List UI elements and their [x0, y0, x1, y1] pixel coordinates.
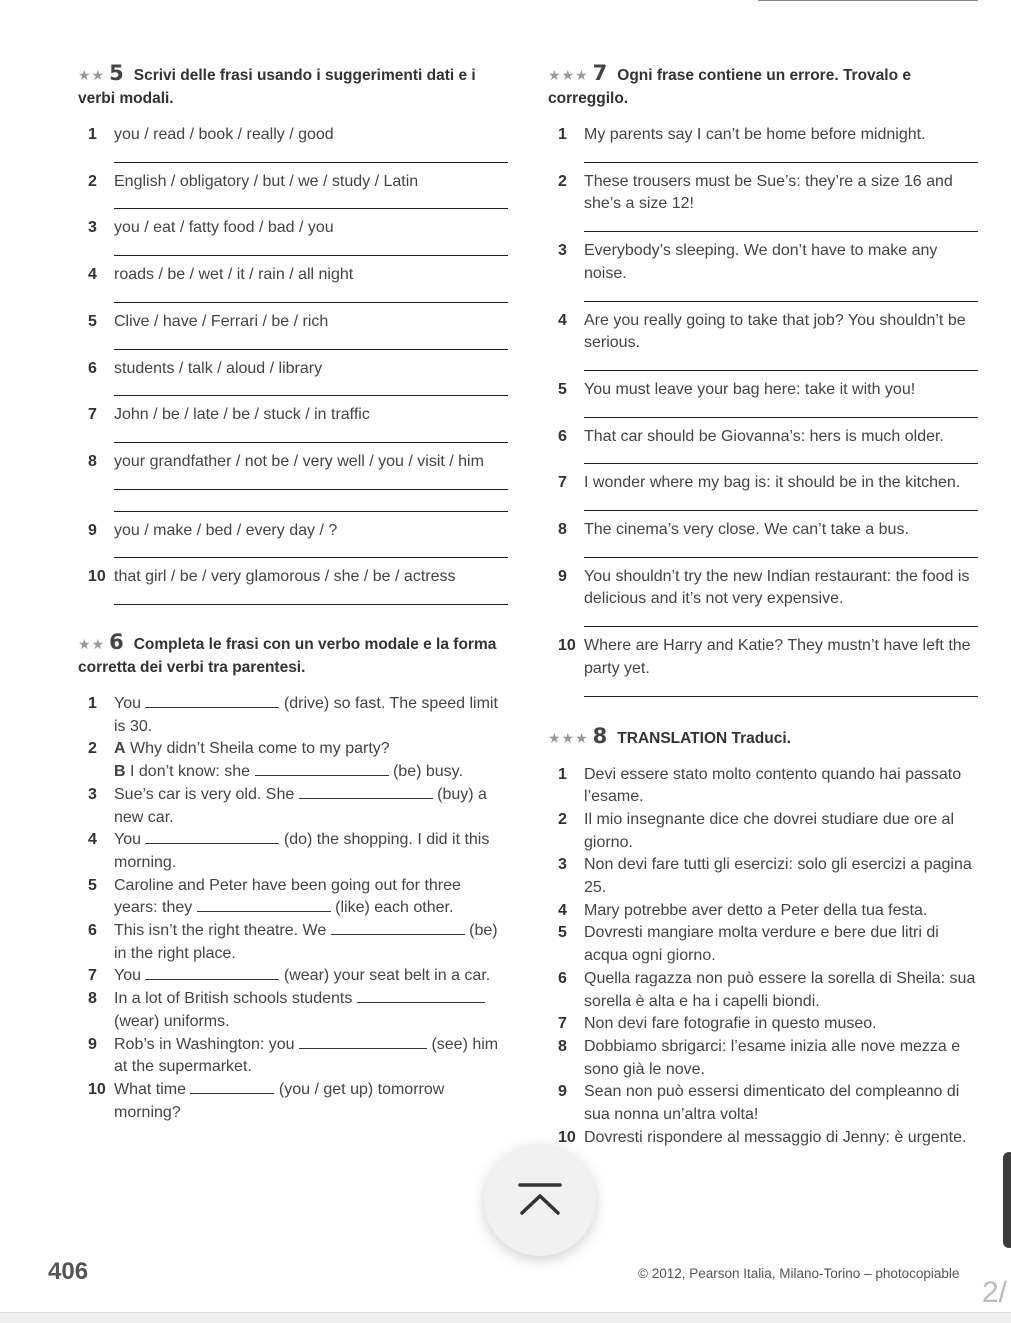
exercise-8: [548, 725, 978, 1150]
item-text: roads / be / wet / it / rain / all night: [114, 266, 354, 284]
scroll-up-icon: [517, 1182, 563, 1218]
item-text: I wonder where my bag is: it should be in the kitchen.: [584, 474, 961, 492]
item-number: 3: [88, 219, 97, 237]
exercise-number: 5: [109, 61, 124, 85]
exercise-instruction: Ogni frase contiene un errore. Trovalo e correggilo.: [548, 67, 912, 107]
exercise-item: [548, 764, 978, 809]
exercise-7-heading: [548, 62, 978, 110]
exercise-6: [78, 631, 508, 1124]
item-text: (like) each other.: [330, 899, 454, 917]
fill-blank[interactable]: [145, 693, 279, 708]
item-number: 7: [558, 474, 567, 492]
exercise-item: [548, 519, 978, 542]
exercise-item: [548, 635, 978, 680]
item-text: Sue’s car is very old. She: [114, 785, 299, 803]
item-text: I don’t know: she: [125, 763, 255, 781]
exercise-item: [78, 875, 508, 920]
item-text: Everybody’s sleeping. We don’t have to make any noise.: [584, 242, 938, 282]
item-text: Dovresti mangiare molta verdure e bere due litri di acqua ogni giorno.: [584, 924, 939, 965]
exercise-item: [78, 520, 508, 543]
item-number: 5: [558, 380, 567, 398]
item-text: You must leave your bag here: take it with you!: [584, 380, 916, 398]
item-number: [78, 761, 114, 784]
exercise-number: 7: [592, 61, 608, 85]
bottom-bar: [0, 1312, 1011, 1323]
item-number: 1: [558, 765, 567, 783]
exercise-instruction: Completa le frasi con un verbo modale e la forma corretta dei verbi tra parentesi.: [78, 636, 497, 677]
item-number: 10: [558, 1128, 576, 1146]
item-text: Devi essere stato molto contento quando hai passato l’esame.: [584, 765, 962, 806]
exercise-item: [548, 426, 978, 449]
scroll-to-top-button[interactable]: [484, 1144, 596, 1256]
item-number: 10: [88, 568, 106, 586]
item-text: (be) in the right place.: [114, 922, 498, 962]
item-number: 2: [558, 172, 567, 190]
exercise-item: [78, 829, 508, 874]
item-text: In a lot of British schools students: [114, 990, 357, 1008]
exercise-item: [548, 1127, 978, 1150]
exercise-item: [78, 784, 508, 829]
item-number: 7: [88, 967, 97, 985]
exercise-item: [548, 1036, 978, 1081]
item-number: 8: [88, 990, 97, 1008]
item-text: My parents say I can’t be home before midnight.: [584, 126, 926, 143]
item-text: You: [114, 695, 146, 713]
fill-blank[interactable]: [299, 1034, 427, 1049]
item-text: (be) busy.: [388, 763, 463, 781]
item-number: 5: [558, 924, 567, 942]
item-text: These trousers must be Sue’s: they’re a size 16 and she’s a size 12!: [584, 172, 953, 213]
exercise-item: [548, 171, 978, 216]
item-text: John / be / late / be / stuck / in traffic: [114, 406, 370, 424]
item-number: 9: [88, 1035, 97, 1053]
exercise-item: [548, 968, 978, 1013]
exercise-number: 6: [109, 630, 124, 655]
scrollbar-handle[interactable]: [1003, 1152, 1011, 1248]
exercise-7: [548, 62, 978, 697]
item-text: Non devi fare tutti gli esercizi: solo gli esercizi a pagina 25.: [584, 856, 972, 897]
fill-blank[interactable]: [145, 829, 279, 844]
item-number: 3: [558, 856, 567, 874]
item-text: (wear) your seat belt in a car.: [279, 967, 491, 985]
exercise-item: [78, 217, 508, 240]
item-number: 6: [558, 969, 567, 987]
item-number: 9: [558, 1083, 567, 1101]
item-text: This isn’t the right theatre. We: [114, 922, 331, 940]
difficulty-stars: ★★★: [548, 67, 589, 83]
item-number: 1: [558, 126, 567, 143]
item-text: Are you really going to take that job? You shouldn’t be serious.: [584, 311, 966, 352]
item-number: 10: [88, 1080, 106, 1098]
item-text: (buy) a new car.: [114, 785, 487, 826]
exercise-item: [548, 566, 978, 611]
exercise-5-heading: [78, 62, 508, 110]
exercise-5: [78, 62, 508, 605]
item-number: 4: [558, 311, 567, 329]
exercise-item: [78, 693, 508, 738]
item-number: 4: [558, 901, 567, 919]
exercise-8-heading: [548, 725, 978, 750]
fill-blank[interactable]: [145, 965, 279, 980]
exercise-item: [548, 240, 978, 285]
exercise-item: [78, 404, 508, 427]
item-number: 1: [88, 695, 97, 713]
item-text: you / read / book / really / good: [114, 126, 334, 143]
item-text: you / eat / fatty food / bad / you: [114, 219, 334, 237]
fill-blank[interactable]: [331, 920, 465, 935]
exercise-instruction: Scrivi delle frasi usando i suggerimenti dati e i verbi modali.: [78, 67, 476, 107]
exercise-item: [78, 171, 508, 194]
item-text: Dovresti rispondere al messaggio di Jenny: è urgente.: [584, 1128, 967, 1146]
item-number: 7: [88, 406, 97, 424]
exercise-6-heading: [78, 631, 508, 679]
item-number: 4: [88, 266, 97, 284]
exercise-item: [78, 451, 508, 474]
exercise-item: [548, 472, 978, 495]
difficulty-stars: ★★★: [548, 729, 589, 746]
left-column: [78, 62, 508, 1124]
page-indicator-fragment: 2/: [982, 1276, 1008, 1309]
speaker-label: A: [114, 740, 126, 758]
item-number: 9: [558, 567, 567, 585]
exercise-item: [78, 264, 508, 287]
item-text: Caroline and Peter have been going out for three years: they: [114, 876, 461, 917]
exercise-item: [548, 900, 978, 923]
fill-blank[interactable]: [255, 761, 389, 776]
copyright-notice: © 2012, Pearson Italia, Milano-Torino – photocopiable: [638, 1266, 960, 1281]
item-text: Il mio insegnante dice che dovrei studiare due ore al giorno.: [584, 810, 954, 851]
exercise-item: [548, 854, 978, 899]
item-number: 5: [88, 876, 97, 894]
exercise-item: [548, 124, 978, 147]
item-text: Quella ragazza non può essere la sorella di Sheila: sua sorella è alta e ha i capelli biondi.: [584, 969, 976, 1010]
item-text: You shouldn’t try the new Indian restaurant: the food is delicious and it’s not very expensive.: [584, 567, 970, 608]
item-text: Rob’s in Washington: you: [114, 1035, 299, 1053]
exercise-item: [78, 566, 508, 589]
exercise-number: 8: [592, 723, 608, 748]
item-text: You: [114, 967, 146, 985]
item-text: You: [114, 831, 146, 849]
item-number: 8: [88, 452, 97, 470]
item-number: 8: [558, 521, 567, 539]
item-number: 3: [558, 242, 567, 260]
exercise-item: [78, 358, 508, 381]
exercise-item: [78, 761, 508, 784]
item-text: that girl / be / very glamorous / she / be / actress: [114, 568, 456, 586]
exercise-item: [548, 310, 978, 355]
item-text: (see) him at the supermarket.: [114, 1035, 499, 1076]
item-text: Mary potrebbe aver detto a Peter della tua festa.: [584, 901, 928, 919]
exercise-item: [78, 988, 508, 1033]
item-text: English / obligatory / but / we / study / Latin: [114, 172, 419, 190]
item-text: The cinema’s very close. We can’t take a bus.: [584, 521, 909, 539]
page-number: 406: [48, 1258, 89, 1285]
item-number: 8: [558, 1037, 567, 1055]
item-text: Clive / have / Ferrari / be / rich: [114, 312, 329, 330]
fill-blank[interactable]: [299, 784, 433, 799]
exercise-item: [78, 1034, 508, 1079]
exercise-item: [548, 922, 978, 967]
item-number: 10: [558, 637, 576, 655]
exercise-item: [78, 1079, 508, 1124]
fill-blank[interactable]: [190, 1079, 274, 1094]
item-text: (do) the shopping. I did it this morning.: [114, 831, 490, 871]
item-text: (wear) uniforms.: [114, 1012, 230, 1030]
item-text: Sean non può essersi dimenticato del compleanno di sua nonna un’altra volta!: [584, 1083, 960, 1124]
item-text: (drive) so fast. The speed limit is 30.: [114, 695, 498, 735]
item-number: 6: [558, 427, 567, 445]
item-text: Dobbiamo sbrigarci: l’esame inizia alle nove mezza e sono già le nove.: [584, 1037, 961, 1078]
item-number: 2: [88, 172, 97, 190]
item-number: 7: [558, 1015, 567, 1033]
fill-blank[interactable]: [197, 897, 331, 912]
item-number: 6: [88, 359, 97, 377]
item-number: 2: [88, 740, 97, 758]
item-text: you / make / bed / every day / ?: [114, 521, 338, 539]
item-text: students / talk / aloud / library: [114, 359, 323, 377]
item-text: (you / get up) tomorrow morning?: [114, 1080, 445, 1121]
item-number: 5: [88, 312, 97, 330]
exercise-item: [548, 379, 978, 402]
exercise-item: [78, 920, 508, 965]
item-number: 9: [88, 521, 97, 539]
item-text: Non devi fare fotografie in questo museo.: [584, 1015, 877, 1033]
top-rule: [758, 0, 978, 1]
exercise-instruction: TRANSLATION Traduci.: [617, 729, 791, 747]
item-text: Why didn’t Sheila come to my party?: [125, 740, 390, 758]
item-number: 1: [88, 126, 97, 143]
item-number: 3: [88, 785, 97, 803]
item-text: That car should be Giovanna’s: hers is much older.: [584, 427, 944, 445]
fill-blank[interactable]: [357, 988, 485, 1003]
right-column: [548, 62, 978, 1150]
exercise-item: [548, 1013, 978, 1036]
exercise-item: [78, 124, 508, 147]
exercise-item: [78, 738, 508, 761]
exercise-item: [548, 1081, 978, 1126]
item-text: What time: [114, 1080, 191, 1098]
item-text: Where are Harry and Katie? They mustn’t have left the party yet.: [584, 637, 971, 677]
item-number: 2: [558, 810, 567, 828]
exercise-item: [78, 311, 508, 334]
exercise-item: [548, 809, 978, 854]
item-number: 4: [88, 831, 97, 849]
item-text: your grandfather / not be / very well / you / visit / him: [114, 452, 484, 470]
difficulty-stars: ★★: [78, 636, 106, 653]
item-number: 6: [88, 922, 97, 940]
exercise-item: [78, 965, 508, 988]
difficulty-stars: ★★: [78, 67, 106, 83]
speaker-label: B: [114, 763, 126, 781]
